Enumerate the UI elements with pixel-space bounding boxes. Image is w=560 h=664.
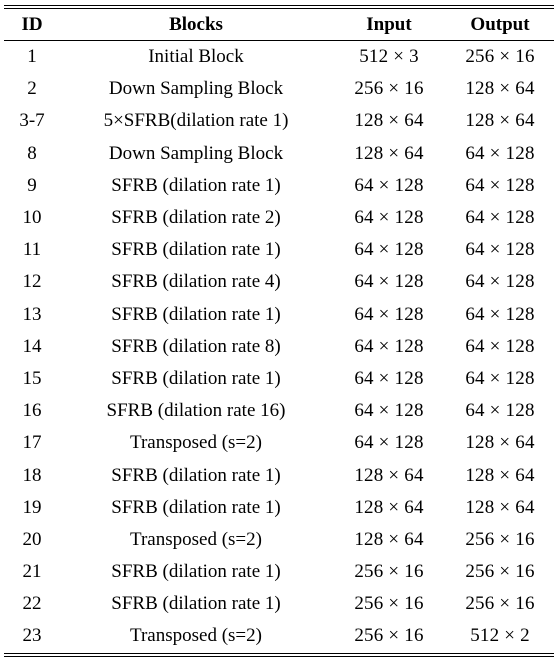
cell-block: Transposed (s=2) — [130, 528, 262, 550]
table-row — [4, 299, 554, 331]
cell-block: SFRB (dilation rate 1) — [111, 593, 281, 615]
cell-id: 23 — [22, 625, 42, 647]
cell-id: 18 — [22, 464, 42, 486]
cell-input: 256 × 16 — [354, 593, 424, 615]
cell-id: 8 — [27, 142, 37, 164]
cell-block: Down Sampling Block — [108, 78, 284, 100]
cell-input: 128 × 64 — [354, 142, 424, 164]
table-row — [4, 620, 554, 652]
cell-block: SFRB (dilation rate 1) — [111, 303, 281, 325]
table-row — [4, 395, 554, 427]
architecture-table — [4, 9, 554, 40]
table-row — [4, 202, 554, 234]
cell-input: 64 × 128 — [354, 239, 424, 261]
cell-output: 128 × 64 — [465, 432, 535, 454]
cell-output: 256 × 16 — [465, 561, 535, 583]
table-row — [4, 459, 554, 491]
cell-input: 64 × 128 — [354, 207, 424, 229]
cell-id: 17 — [22, 432, 42, 454]
table-row — [4, 73, 554, 105]
cell-output: 512 × 2 — [470, 625, 530, 647]
cell-input: 64 × 128 — [354, 174, 424, 196]
table-row — [4, 427, 554, 459]
table-row — [4, 41, 554, 73]
architecture-table-body — [4, 41, 554, 653]
table-row — [4, 588, 554, 620]
cell-block: Transposed (s=2) — [130, 625, 262, 647]
cell-output: 128 × 64 — [465, 78, 535, 100]
cell-input: 128 × 64 — [354, 496, 424, 518]
cell-id: 12 — [22, 271, 42, 293]
cell-output: 128 × 64 — [465, 496, 535, 518]
table-row — [4, 234, 554, 266]
cell-id: 16 — [22, 400, 42, 422]
cell-block: SFRB (dilation rate 1) — [111, 174, 281, 196]
bottom-double-rule — [4, 653, 554, 657]
cell-output: 256 × 16 — [465, 593, 535, 615]
table-row — [4, 170, 554, 202]
cell-id: 13 — [22, 303, 42, 325]
architecture-table-container — [4, 5, 554, 657]
cell-block: SFRB (dilation rate 1) — [111, 239, 281, 261]
cell-block: SFRB (dilation rate 1) — [111, 464, 281, 486]
cell-block: SFRB (dilation rate 8) — [111, 335, 281, 357]
table-body — [4, 41, 554, 653]
cell-block: Initial Block — [148, 46, 244, 68]
table-header — [4, 9, 554, 40]
cell-block: SFRB (dilation rate 2) — [111, 207, 281, 229]
cell-id: 1 — [27, 46, 37, 68]
cell-output: 64 × 128 — [465, 367, 535, 389]
cell-input: 64 × 128 — [354, 271, 424, 293]
cell-id: 9 — [27, 174, 37, 196]
table-row — [4, 492, 554, 524]
cell-input: 256 × 16 — [354, 625, 424, 647]
cell-output: 64 × 128 — [465, 335, 535, 357]
header-id: ID — [21, 13, 43, 35]
cell-input: 64 × 128 — [354, 335, 424, 357]
cell-block: SFRB (dilation rate 1) — [111, 561, 281, 583]
cell-block: 5×SFRB(dilation rate 1) — [103, 110, 289, 132]
cell-input: 512 × 3 — [359, 46, 419, 68]
cell-output: 64 × 128 — [465, 271, 535, 293]
header-output: Output — [470, 13, 530, 35]
cell-output: 64 × 128 — [465, 174, 535, 196]
cell-block: SFRB (dilation rate 4) — [111, 271, 281, 293]
cell-input: 256 × 16 — [354, 561, 424, 583]
cell-id: 20 — [22, 528, 42, 550]
cell-output: 64 × 128 — [465, 400, 535, 422]
cell-block: SFRB (dilation rate 16) — [106, 400, 286, 422]
cell-id: 22 — [22, 593, 42, 615]
cell-output: 64 × 128 — [465, 303, 535, 325]
cell-block: Down Sampling Block — [108, 142, 284, 164]
cell-input: 64 × 128 — [354, 303, 424, 325]
table-row — [4, 105, 554, 137]
table-row — [4, 138, 554, 170]
cell-block: Transposed (s=2) — [130, 432, 262, 454]
cell-output: 128 × 64 — [465, 110, 535, 132]
cell-input: 64 × 128 — [354, 432, 424, 454]
cell-block: SFRB (dilation rate 1) — [111, 367, 281, 389]
cell-id: 21 — [22, 561, 42, 583]
cell-input: 64 × 128 — [354, 400, 424, 422]
cell-output: 256 × 16 — [465, 528, 535, 550]
table-row — [4, 331, 554, 363]
cell-output: 64 × 128 — [465, 207, 535, 229]
cell-input: 128 × 64 — [354, 110, 424, 132]
table-row — [4, 363, 554, 395]
cell-input: 256 × 16 — [354, 78, 424, 100]
cell-output: 64 × 128 — [465, 239, 535, 261]
header-row — [4, 9, 554, 40]
cell-id: 19 — [22, 496, 42, 518]
cell-input: 128 × 64 — [354, 528, 424, 550]
header-input: Input — [366, 13, 412, 35]
cell-input: 128 × 64 — [354, 464, 424, 486]
cell-id: 2 — [27, 78, 37, 100]
cell-output: 128 × 64 — [465, 464, 535, 486]
cell-id: 11 — [22, 239, 42, 261]
cell-output: 256 × 16 — [465, 46, 535, 68]
cell-block: SFRB (dilation rate 1) — [111, 496, 281, 518]
cell-id: 15 — [22, 367, 42, 389]
cell-id: 14 — [22, 335, 42, 357]
cell-output: 64 × 128 — [465, 142, 535, 164]
cell-input: 64 × 128 — [354, 367, 424, 389]
cell-id: 10 — [22, 207, 42, 229]
table-row — [4, 266, 554, 298]
header-blocks: Blocks — [169, 13, 223, 35]
cell-id: 3-7 — [19, 110, 45, 132]
table-row — [4, 556, 554, 588]
table-row — [4, 524, 554, 556]
